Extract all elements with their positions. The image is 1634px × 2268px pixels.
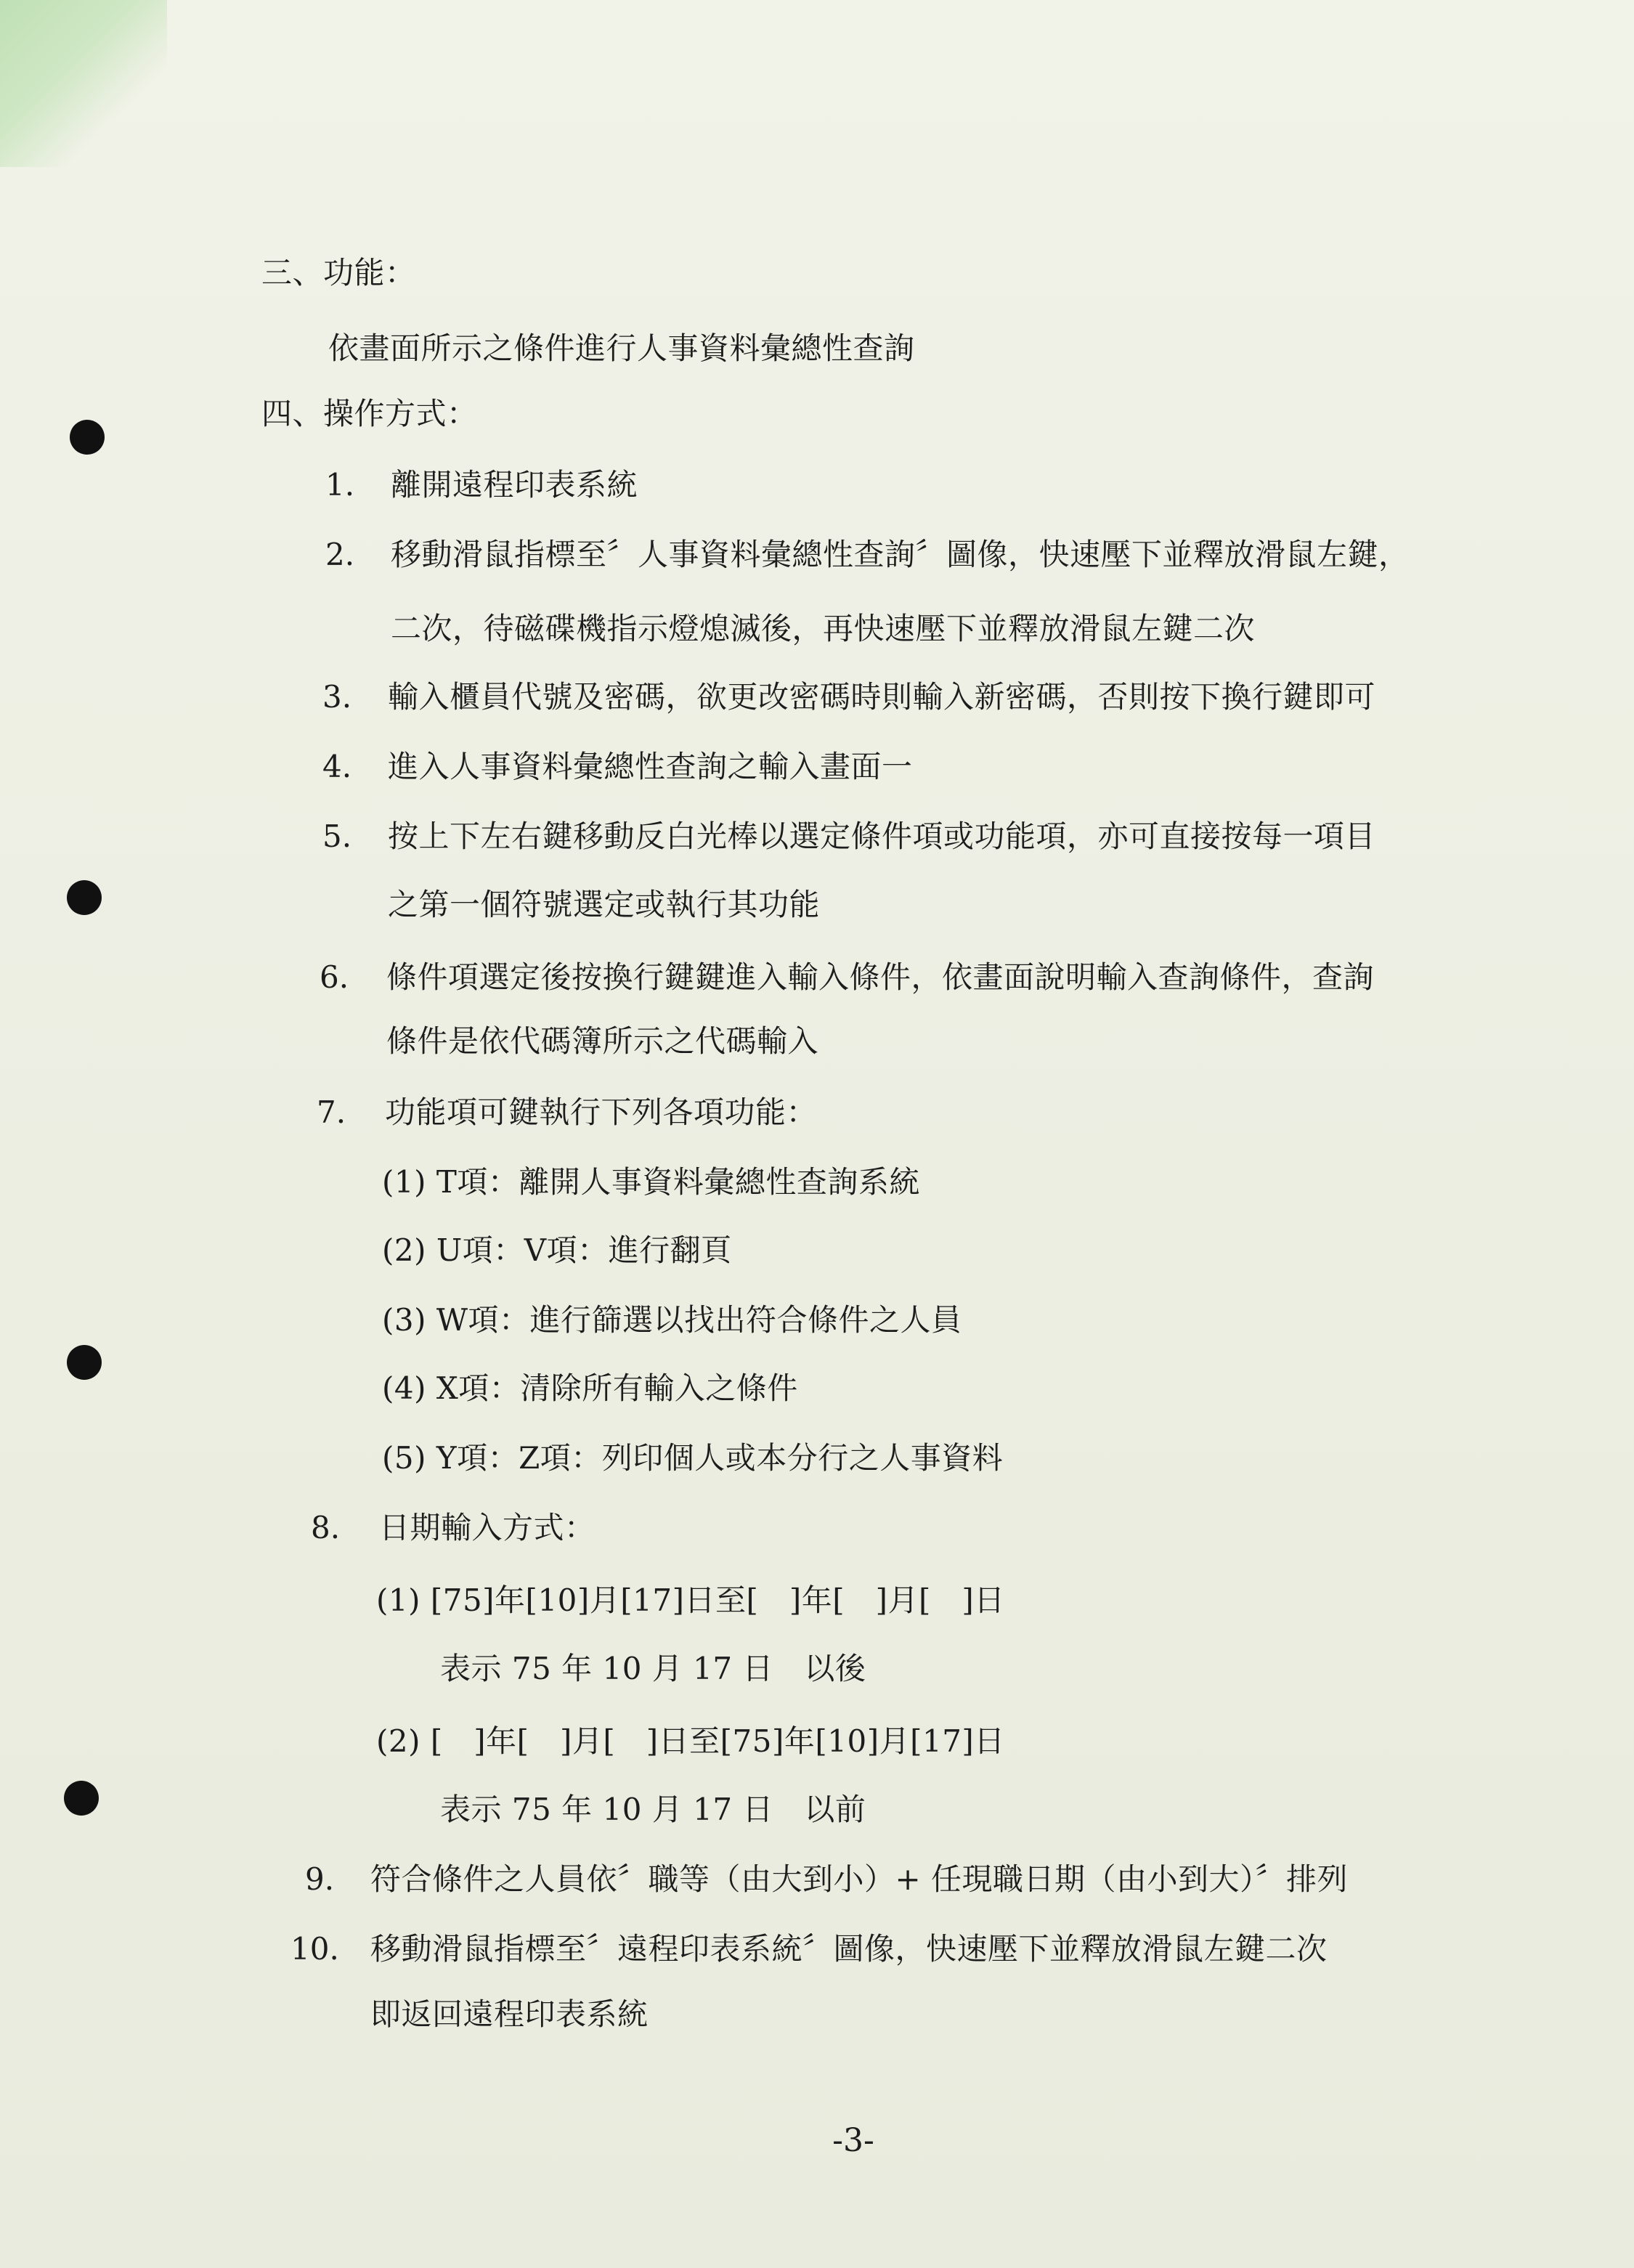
section-3-body: 依畫面所示之條件進行人事資料彙總性查詢 [328, 330, 915, 366]
section-3-heading: 三、功能： [261, 255, 416, 290]
function-item: (4) X項：清除所有輸入之條件 [382, 1370, 798, 1406]
date-example-meaning: 表示 75 年 10 月 17 日 以後 [440, 1651, 866, 1686]
item-3-text: 輸入櫃員代號及密碼，欲更改密碼時則輸入新密碼，否則按下換行鍵即可 [388, 679, 1376, 715]
function-item: (3) W項：進行篩選以找出符合條件之人員 [382, 1302, 962, 1338]
function-item: (1) T項：離開人事資料彙總性查詢系統 [382, 1164, 920, 1200]
item-5-text-line-1: 按上下左右鍵移動反白光棒以選定條件項或功能項，亦可直接按每一項目 [388, 818, 1376, 854]
function-item: (2) U項：V項：進行翻頁 [382, 1232, 732, 1268]
item-5-number: 5. [322, 818, 352, 854]
item-2-text-line-1: 移動滑鼠指標至〞人事資料彙總性查詢〞圖像，快速壓下並釋放滑鼠左鍵， [391, 537, 1410, 572]
date-example-format: (1) [75]年[10]月[17]日至[ ]年[ ]月[ ]日 [376, 1582, 1005, 1618]
item-2-text-line-2: 二次，待磁碟機指示燈熄滅後，再快速壓下並釋放滑鼠左鍵二次 [391, 611, 1256, 646]
item-5-text-line-2: 之第一個符號選定或執行其功能 [388, 887, 821, 922]
item-7-number: 7. [317, 1094, 346, 1130]
item-6-text-line-2: 條件是依代碼簿所示之代碼輸入 [386, 1023, 819, 1059]
item-9-number: 9. [305, 1861, 335, 1897]
item-2-number: 2. [325, 537, 355, 572]
punch-hole [67, 880, 102, 915]
folded-corner [0, 0, 167, 167]
item-3-number: 3. [322, 679, 352, 715]
punch-hole [64, 1781, 99, 1816]
item-10-text-line-1: 移動滑鼠指標至〞遠程印表系統〞圖像，快速壓下並釋放滑鼠左鍵二次 [370, 1931, 1328, 1967]
item-6-text-line-1: 條件項選定後按換行鍵鍵進入輸入條件，依畫面說明輸入查詢條件，查詢 [386, 959, 1375, 995]
item-10-text-line-2: 即返回遠程印表系統 [370, 1996, 649, 2032]
item-1-text: 離開遠程印表系統 [391, 467, 638, 503]
date-example-meaning: 表示 75 年 10 月 17 日 以前 [440, 1792, 866, 1827]
date-example-format: (2) [ ]年[ ]月[ ]日至[75]年[10]月[17]日 [376, 1723, 1005, 1759]
item-8-number: 8. [311, 1510, 341, 1545]
item-4-number: 4. [322, 749, 352, 784]
item-1-number: 1. [325, 467, 355, 503]
item-8-text: 日期輸入方式： [379, 1510, 596, 1545]
item-9-text: 符合條件之人員依〞職等（由大到小）+ 任現職日期（由小到大）〞排列 [370, 1861, 1349, 1897]
section-4-heading: 四、操作方式： [261, 396, 478, 431]
punch-hole [70, 420, 105, 455]
item-6-number: 6. [320, 959, 349, 995]
punch-hole [67, 1345, 102, 1380]
item-7-text: 功能項可鍵執行下列各項功能： [385, 1094, 818, 1130]
function-item: (5) Y項：Z項：列印個人或本分行之人事資料 [382, 1440, 1004, 1476]
item-10-number: 10. [290, 1931, 339, 1967]
page-number: -3- [832, 2122, 874, 2159]
item-4-text: 進入人事資料彙總性查詢之輸入畫面一 [388, 749, 913, 784]
